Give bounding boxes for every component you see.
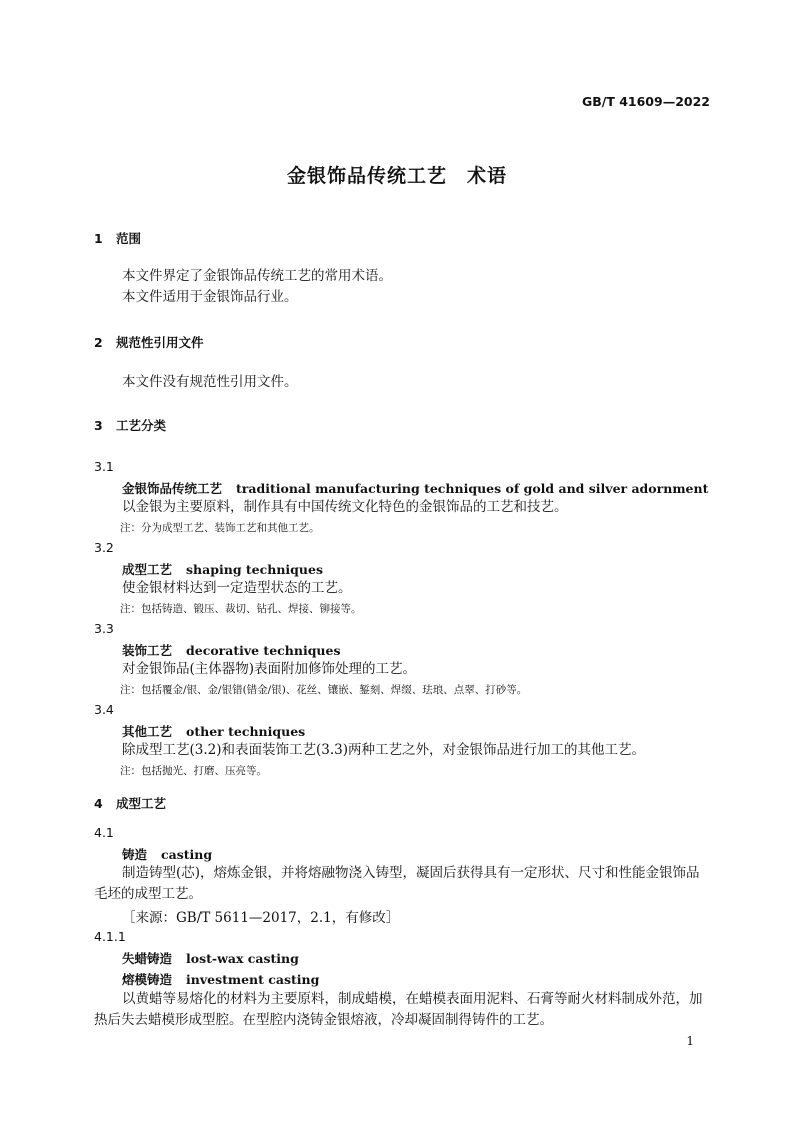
term-definition: 对金银饰品(主体器物)表面附加修饰处理的工艺。 — [122, 661, 417, 677]
term-note: 注：分为成型工艺、装饰工艺和其他工艺。 — [120, 522, 320, 534]
term-english: other techniques — [186, 724, 306, 739]
section-heading-2 — [94, 333, 204, 351]
section-number: 3 — [94, 418, 103, 433]
document-code: GB/T 41609—2022 — [581, 94, 710, 109]
term-number: 4.1 — [94, 825, 114, 840]
term-source: ［来源：GB/T 5611—2017，2.1，有修改］ — [122, 910, 400, 926]
paragraph: 本文件适用于金银饰品行业。 — [122, 289, 298, 305]
term-english: casting — [161, 847, 213, 862]
term-english: shaping techniques — [186, 562, 323, 577]
section-number: 4 — [94, 796, 103, 811]
term-note: 注：包括铸造、锻压、裁切、钻孔、焊接、铆接等。 — [120, 603, 362, 615]
term-number: 3.4 — [94, 702, 114, 717]
term-chinese: 成型工艺 — [122, 562, 173, 577]
section-heading-4 — [94, 794, 166, 812]
section-title: 规范性引用文件 — [116, 335, 204, 350]
section-title: 范围 — [116, 231, 142, 246]
section-title: 成型工艺 — [116, 796, 167, 811]
page-title: 金银饰品传统工艺 术语 — [286, 165, 507, 187]
term-entry — [122, 560, 323, 578]
term-definition: 以黄蜡等易熔化的材料为主要原料，制成蜡模，在蜡模表面用泥料、石膏等耐火材料制成外范，加热后失去蜡模形成型腔。在型腔内浇铸金银熔液，冷却凝固制得铸件的工艺。 — [94, 991, 703, 1028]
term-number: 4.1.1 — [94, 929, 126, 944]
section-number: 1 — [94, 231, 103, 246]
term-number: 3.3 — [94, 621, 114, 636]
term-entry — [122, 641, 341, 659]
term-chinese: 铸造 — [122, 847, 148, 862]
term-entry — [122, 949, 299, 967]
term-number: 3.1 — [94, 459, 114, 474]
page-number: 1 — [686, 1034, 694, 1048]
term-definition: 除成型工艺(3.2)和表面装饰工艺(3.3)两种工艺之外，对金银饰品进行加工的其他工艺。 — [122, 742, 646, 758]
section-heading-1 — [94, 229, 141, 247]
term-entry-synonym — [122, 970, 319, 988]
term-number: 3.2 — [94, 540, 114, 555]
term-english: traditional manufacturing techniques of gold and silver adornment — [236, 481, 709, 496]
term-entry — [122, 845, 212, 863]
term-definition: 使金银材料达到一定造型状态的工艺。 — [122, 580, 352, 596]
term-english: investment casting — [186, 972, 320, 987]
term-english: decorative techniques — [186, 643, 341, 658]
section-number: 2 — [94, 335, 103, 350]
term-definition: 以金银为主要原料，制作具有中国传统文化特色的金银饰品的工艺和技艺。 — [122, 499, 568, 515]
term-chinese: 金银饰品传统工艺 — [122, 481, 223, 496]
term-note: 注：包括抛光、打磨、压亮等。 — [120, 765, 267, 777]
term-note: 注：包括覆金/银、金/银错(错金/银)、花丝、镶嵌、錾刻、焊缀、珐琅、点翠、打砂等。 — [120, 684, 528, 696]
paragraph: 本文件界定了金银饰品传统工艺的常用术语。 — [122, 268, 392, 284]
term-chinese: 装饰工艺 — [122, 643, 173, 658]
section-2-body — [94, 372, 710, 393]
section-heading-3 — [94, 416, 166, 434]
section-1-body — [94, 266, 710, 308]
paragraph: 本文件没有规范性引用文件。 — [122, 374, 298, 390]
term-entry — [122, 479, 708, 497]
term-chinese: 失蜡铸造 — [122, 951, 173, 966]
term-definition: 制造铸型(芯)，熔炼金银，并将熔融物浇入铸型，凝固后获得具有一定形状、尺寸和性能金银饰品毛坯的成型工艺。 — [94, 865, 700, 902]
term-chinese: 熔模铸造 — [122, 972, 173, 987]
term-english: lost-wax casting — [186, 951, 299, 966]
term-entry — [122, 722, 305, 740]
section-title: 工艺分类 — [116, 418, 167, 433]
term-chinese: 其他工艺 — [122, 724, 173, 739]
